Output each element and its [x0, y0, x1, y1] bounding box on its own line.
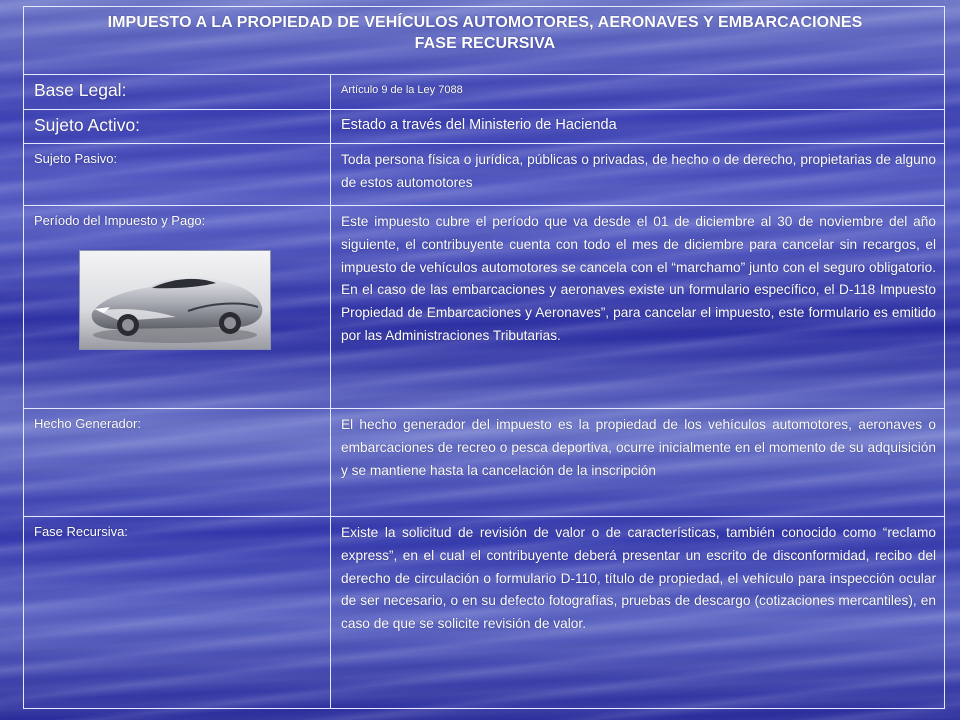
value-fase-recursiva: Existe la solicitud de revisión de valor o de características, también conocido como “reclamo express”, en el cual el contribuyente deberá presentar un escrito de disconformidad, recibo del derecho de circulación o formulario D-110, título de propiedad, el vehículo para inspección ocular de ser necesario, o en su defecto fotografías, pruebas de descargo (cotizaciones mercantiles), en caso de que se solicite revisión de valor. [331, 517, 945, 709]
value-sujeto-pasivo: Toda persona física o jurídica, públicas o privadas, de hecho o de derecho, propietarias de alguno de estos automotores [331, 144, 945, 206]
tax-info-table [23, 6, 945, 709]
table-title-cell [24, 7, 945, 75]
value-periodo: Este impuesto cubre el período que va desde el 01 de diciembre al 30 de noviembre del año siguiente, el contribuyente cuenta con todo el mes de diciembre para cancelar sin recargos, el impuesto de vehículos automotores se cancela con el “marchamo” junto con el seguro obligatorio. En el caso de las embarcaciones y aeronaves existe un formulario específico, el D-118 Impuesto Propiedad de Embarcaciones y Aeronaves”, para cancelar el impuesto, este formulario es emitido por las Administraciones Tributarias. [331, 206, 945, 409]
value-base-legal: Artículo 9 de la Ley 7088 [331, 75, 945, 110]
label-hecho-generador: Hecho Generador: [24, 409, 331, 517]
label-sujeto-activo: Sujeto Activo: [24, 110, 331, 144]
label-periodo-text: Período del Impuesto y Pago: [34, 213, 206, 228]
label-sujeto-pasivo: Sujeto Pasivo: [24, 144, 331, 206]
value-hecho-generador: El hecho generador del impuesto es la propiedad de los vehículos automotores, aeronaves o embarcaciones de recreo o pesca deportiva, ocurre inicialmente en el momento de su adquisición y se mantiene hasta la cancelación de la inscripción [331, 409, 945, 517]
table-subtitle: FASE RECURSIVA [414, 35, 556, 52]
label-periodo [24, 206, 331, 409]
table-title: IMPUESTO A LA PROPIEDAD DE VEHÍCULOS AUTOMOTORES, AERONAVES Y EMBARCACIONES [107, 14, 863, 31]
car-image [79, 250, 271, 350]
value-sujeto-activo: Estado a través del Ministerio de Hacienda [331, 110, 945, 144]
label-fase-recursiva: Fase Recursiva: [24, 517, 331, 709]
label-base-legal: Base Legal: [24, 75, 331, 110]
